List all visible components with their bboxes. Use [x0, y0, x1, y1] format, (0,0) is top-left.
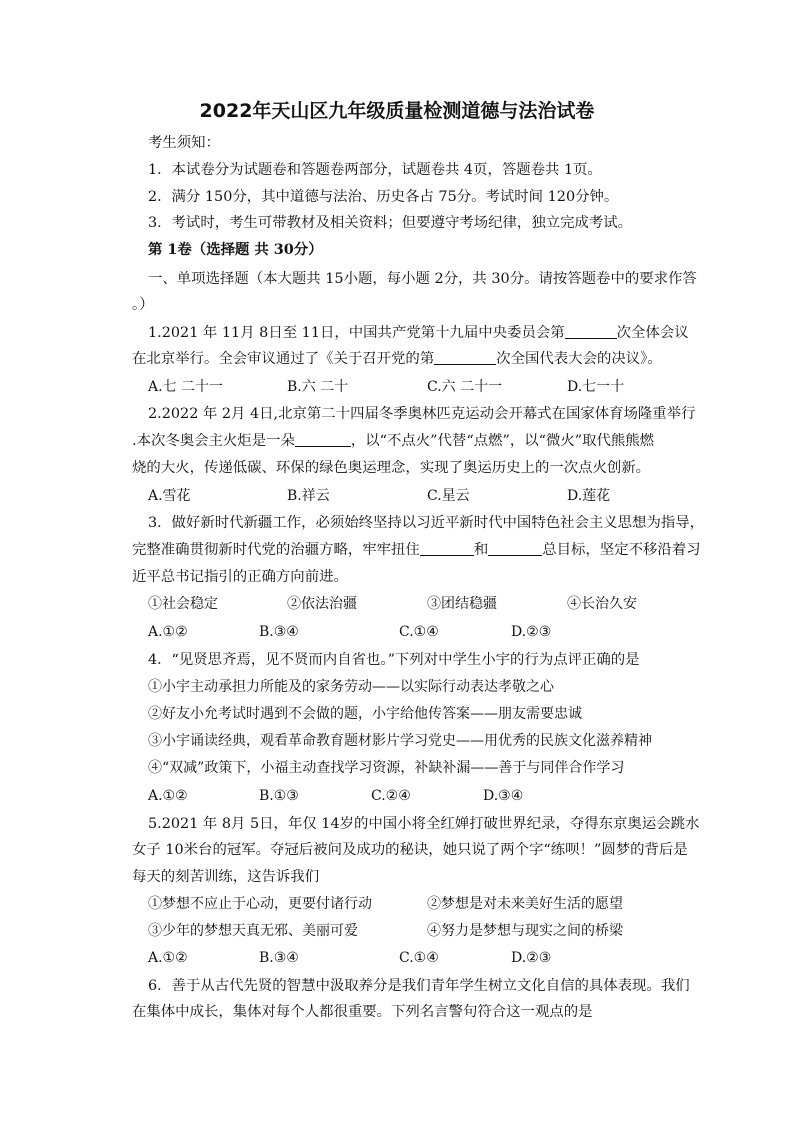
- option-b: B.①③: [259, 788, 299, 804]
- question-6-line: 在集体中成长，集体对每个人都很重要。下列名言警句符合这一观点的是: [132, 1004, 593, 1020]
- question-5-line: 5.2021 年 8月 5日，年仅 14岁的中国小将全红婵打破世界纪录，夺得东京奥运会跳水: [148, 816, 700, 832]
- answer-blank: [565, 323, 617, 339]
- section-title: 第 1卷（选择题 共 30分）: [148, 241, 323, 258]
- answer-blank: [488, 540, 542, 556]
- statement-item: ③团结稳疆: [427, 596, 497, 612]
- statement-item: ④长治久安: [567, 596, 637, 612]
- option-d: D.③④: [483, 788, 524, 804]
- statement-item: ②依法治疆: [287, 596, 357, 612]
- statement-item: ④努力是梦想与现实之间的桥梁: [427, 923, 623, 939]
- question-1-line: [132, 349, 662, 369]
- notice-heading: 考生须知：: [148, 135, 220, 151]
- question-2-line: [132, 431, 654, 451]
- statement-item: ①小宇主动承担力所能及的家务劳动——以实际行动表达孝敬之心: [148, 679, 554, 695]
- statement-item: ①梦想不应止于心动，更要付诸行动: [148, 896, 372, 912]
- option-d: D.莲花: [567, 488, 611, 504]
- option-c: C.星云: [427, 488, 470, 504]
- question-text: 总目标，坚定不移沿着习: [542, 542, 701, 558]
- question-text: 1.2021 年 11月 8日至 11日，中国共产党第十九届中央委员会第: [148, 325, 565, 341]
- option-d: D.七一十: [567, 379, 625, 395]
- question-3-line: 3．做好新时代新疆工作，必须始终坚持以习近平新时代中国特色社会主义思想为指导，: [148, 515, 705, 531]
- exam-title: 2022年天山区九年级质量检测道德与法治试卷: [199, 100, 595, 122]
- answer-blank: [420, 540, 474, 556]
- option-c: C.六 二十一: [427, 379, 503, 395]
- notice-item: 1．本试卷分为试题卷和答题卷两部分，试题卷共 4页，答题卷共 1页。: [148, 162, 602, 178]
- question-text: ，以“不点火”代替“点燃”，以“微火”取代熊熊燃: [350, 433, 655, 449]
- statement-item: ③少年的梦想天真无邪、美丽可爱: [148, 923, 358, 939]
- option-b: B.③④: [259, 950, 299, 966]
- option-c: C.①④: [399, 950, 439, 966]
- question-3-line: 近平总书记指引的正确方向前进。: [132, 569, 348, 585]
- option-d: D.②③: [511, 950, 552, 966]
- option-b: B.六 二十: [287, 379, 349, 395]
- option-a: A.①②: [148, 788, 188, 804]
- option-b: B.祥云: [287, 488, 330, 504]
- statement-item: ②梦想是对未来美好生活的愿望: [427, 896, 623, 912]
- option-c: C.①④: [399, 624, 439, 640]
- question-text: 在北京举行。全会审议通过了《关于召开党的第: [132, 351, 435, 367]
- question-2-line: 烧的大火，传递低碳、环保的绿色奥运理念，实现了奥运历史上的一次点火创新。: [132, 460, 651, 476]
- question-text: 次全国代表大会的决议》。: [496, 351, 662, 367]
- question-4-line: 4．“见贤思齐焉，见不贤而内自省也。”下列对中学生小宇的行为点评正确的是: [148, 652, 640, 668]
- notice-item: 2．满分 150分，其中道德与法治、历史各占 75分。考试时间 120分钟。: [148, 189, 619, 205]
- answer-blank: [434, 349, 496, 365]
- question-6-line: 6．善于从古代先贤的智慧中汲取养分是我们青年学生树立文化自信的具体表现。我们: [148, 978, 690, 994]
- question-text: 完整准确贯彻新时代党的治疆方略，牢牢扭住: [132, 542, 420, 558]
- question-3-line: [132, 540, 701, 560]
- question-text: 和: [473, 542, 489, 558]
- notice-item: 3．考试时，考生可带教材及相关资料；但要遵守考场纪律，独立完成考试。: [148, 215, 633, 231]
- question-5-line: 每天的刻苦训练，这告诉我们: [132, 869, 320, 885]
- statement-item: ④“双减”政策下，小福主动查找学习资源，补缺补漏——善于与同伴合作学习: [148, 760, 625, 776]
- question-2-line: 2.2022 年 2月 4日,北京第二十四届冬季奥林匹克运动会开幕式在国家体育场隆重举行: [148, 406, 696, 422]
- question-5-line: 女子 10米台的冠军。夺冠后被问及成功的秘诀，她只说了两个字“练呗！”圆梦的背后是: [132, 842, 688, 858]
- option-a: A.①②: [148, 950, 188, 966]
- option-a: A.①②: [148, 624, 188, 640]
- statement-item: ③小宇诵读经典，观看革命教育题材影片学习党史——用优秀的民族文化滋养精神: [148, 733, 652, 749]
- answer-blank: [295, 431, 351, 447]
- option-a: A.七 二十一: [148, 379, 224, 395]
- section-intro-cont: 。）: [132, 297, 154, 313]
- option-d: D.②③: [511, 624, 552, 640]
- statement-item: ②好友小允考试时遇到不会做的题，小宇给他传答案——朋友需要忠诚: [148, 706, 582, 722]
- statement-item: ①社会稳定: [148, 596, 218, 612]
- option-c: C.②④: [371, 788, 411, 804]
- option-b: B.③④: [259, 624, 299, 640]
- question-text: .本次冬奥会主火炬是一朵: [132, 433, 295, 449]
- question-text: 次全体会议: [616, 325, 689, 341]
- question-1-line: [148, 323, 689, 343]
- option-a: A.雪花: [148, 488, 191, 504]
- section-intro: 一、单项选择题（本大题共 15小题，每小题 2分，共 30分。请按答题卷中的要求作答: [148, 271, 697, 287]
